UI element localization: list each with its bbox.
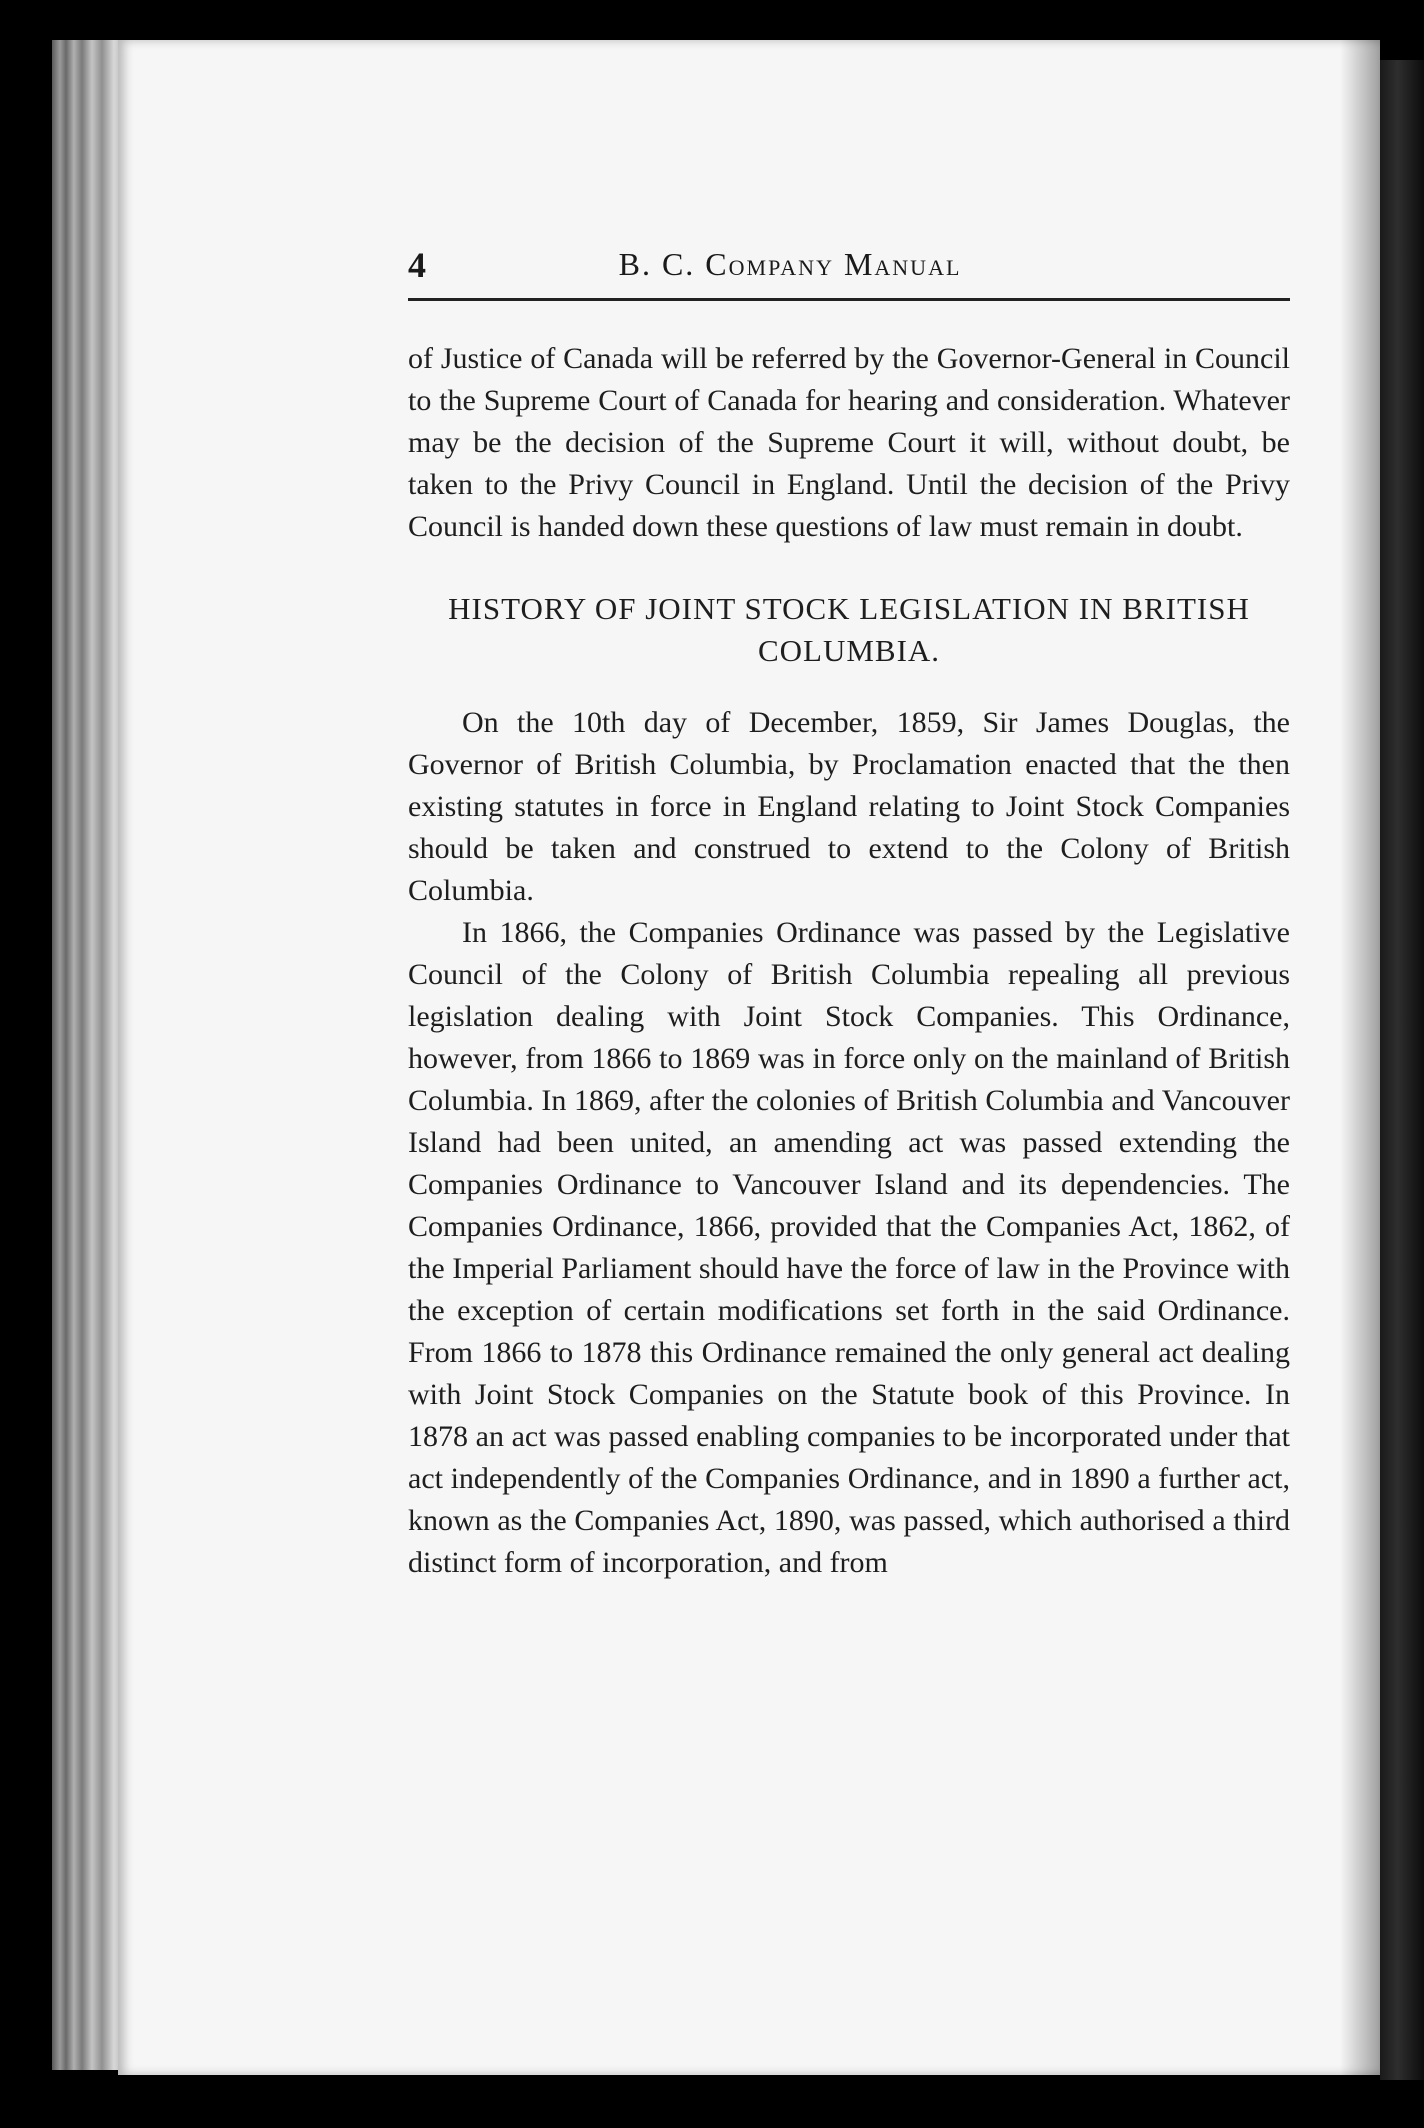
gutter-shadow — [1340, 40, 1380, 2075]
page-header — [290, 240, 1290, 288]
book-binding-edge — [1380, 60, 1424, 2080]
header-rule — [408, 298, 1290, 301]
page-number: 4 — [408, 245, 426, 285]
running-head: B. C. Company Manual — [618, 246, 962, 282]
page-body — [408, 338, 1290, 1584]
paragraph-1866-ordinance: In 1866, the Companies Ordinance was passed by the Legislative Council of the Colony of British Columbia repealing all previous legislation dealing with Joint Stock Companies. This Ordinance, however, from 1866 to 1869 was in force only on the mainland of British Columbia. In 1869, after the colonies of British Columbia and Vancouver Island had been united, an amending act was passed extending the Companies Ordinance to Vancouver Island and its dependencies. The Companies Ordinance, 1866, provided that the Companies Act, 1862, of the Imperial Parliament should have the force of law in the Province with the exception of certain modifications set forth in the said Ordinance. From 1866 to 1878 this Ordinance remained the only general act dealing with Joint Stock Companies on the Statute book of this Province. In 1878 an act was passed enabling companies to be incorporated under that act independently of the Companies Ordinance, and in 1890 a further act, known as the Companies Act, 1890, was passed, which authorised a third distinct form of incorporation, and from — [408, 916, 1290, 1579]
paragraph-1859-proclamation: On the 10th day of December, 1859, Sir James Douglas, the Governor of British Columbia, by Proclamation enacted that the then existing statutes in force in England relating to Joint Stock Companies should be taken and construed to extend to the Colony of British Columbia. — [408, 706, 1290, 907]
section-heading: HISTORY OF JOINT STOCK LEGISLATION IN BRITISH COLUMBIA. — [448, 591, 1250, 668]
paragraph-continued: of Justice of Canada will be referred by the Governor-General in Council to the Supreme Court of Canada for hearing and consideration. Whatever may be the decision of the Supreme Court it will, without doubt, be taken to the Privy Council in England. Until the decision of the Privy Council is handed down these questions of law must remain in doubt. — [408, 342, 1290, 543]
